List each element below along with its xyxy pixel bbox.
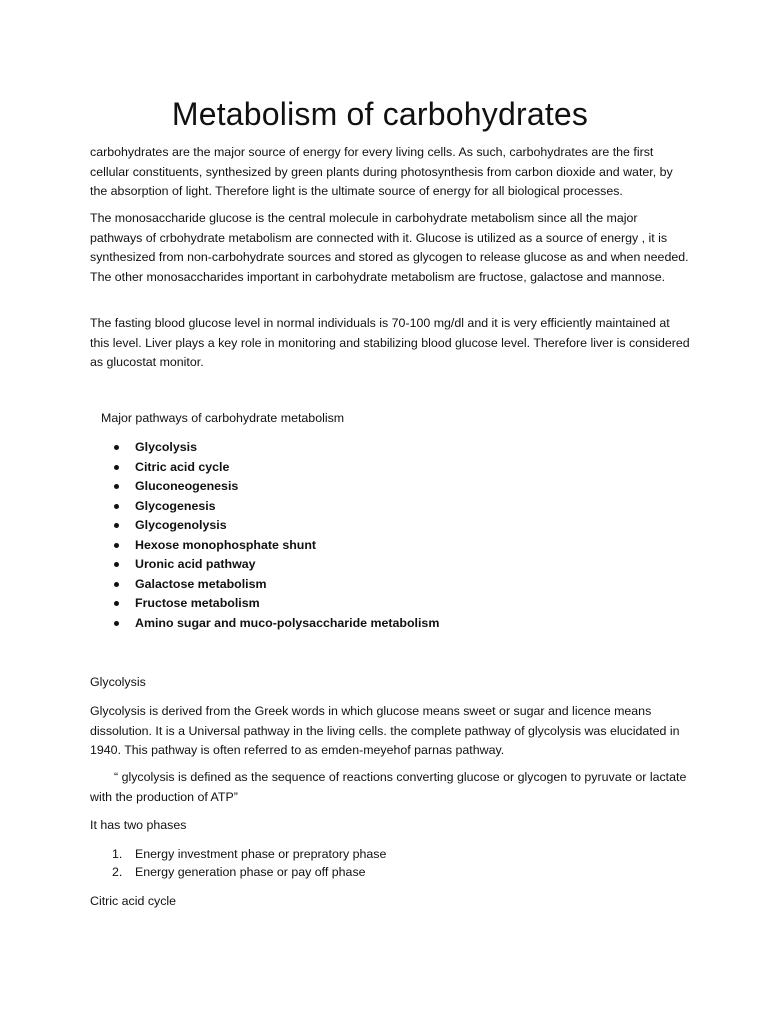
bullet-icon [114,621,119,626]
bullet-icon [114,465,119,470]
list-item-label: Galactose metabolism [135,576,267,591]
document-title: Metabolism of carbohydrates [171,96,589,132]
pathways-list [90,438,439,633]
glycolysis-definition-quote: “ glycolysis is defined as the sequence of reactions converting glucose or glycogen to pyruvate or lactate with the production of ATP” [90,770,687,804]
pathways-heading: Major pathways of carbohydrate metabolism [101,411,345,425]
list-item-label: Glycogenesis [135,498,216,513]
list-item-label: Uronic acid pathway [135,557,256,571]
bullet-icon [114,504,119,509]
list-item-label: Amino sugar and muco-polysaccharide metabolism [135,615,440,630]
glucose-paragraph: The monosaccharide glucose is the central molecule in carbohydrate metabolism since all the major pathways of crbohydrate metabolism are connected with it. Glucose is utilized as a source of energy , it is synthesized from non-carbohydrate sources and stored as glycogen to release glucose as and when needed. The other monosaccharides important in carbohydrate metabolism are fructose, galactose and mannose. [90,211,689,284]
list-item [90,497,439,517]
list-item [90,458,439,478]
glycolysis-paragraph: Glycolysis is derived from the Greek words in which glucose means sweet or sugar and licence means dissolution. It is a Universal pathway in the living cells. the complete pathway of glycolysis was elucidated in 1940. This pathway is often referred to as emden-meyehof parnas pathway. [90,704,680,757]
list-item-label: Gluconeogenesis [135,479,239,493]
list-item [90,477,439,497]
bullet-icon [114,523,119,528]
list-item [90,575,439,595]
phases-list [90,845,386,881]
list-item-label: Fructose metabolism [135,596,260,610]
list-item [90,614,439,634]
list-item-label: Energy generation phase or pay off phase [135,865,366,879]
list-item-label: Citric acid cycle [135,459,230,474]
list-number: 1. [112,847,123,861]
list-item-label: Glycolysis [135,440,197,454]
list-item-label: Energy investment phase or prepratory phase [135,847,387,861]
bullet-icon [114,582,119,587]
list-item [90,438,439,458]
list-item [90,594,439,614]
blood-glucose-paragraph: The fasting blood glucose level in normal individuals is 70-100 mg/dl and it is very efficiently maintained at this level. Liver plays a key role in monitoring and stabilizing blood glucose level. Therefore liver is considered as glucostat monitor. [90,316,690,369]
list-item [90,845,386,863]
list-item [90,536,439,556]
glycolysis-heading: Glycolysis [90,675,146,689]
bullet-icon [114,543,119,548]
bullet-icon [114,601,119,606]
list-item [90,863,386,881]
bullet-icon [114,562,119,567]
bullet-icon [114,445,119,450]
bullet-icon [114,484,119,489]
citric-acid-heading: Citric acid cycle [90,894,177,908]
list-item-label: Hexose monophosphate shunt [135,537,317,552]
intro-paragraph: carbohydrates are the major source of energy for every living cells. As such, carbohydrates are the first cellular constituents, synthesized by green plants during photosynthesis from carbon dioxide and water, by the absorption of light. Therefore light is the ultimate source of energy for all biological processes. [90,145,673,198]
list-item [90,555,439,575]
list-item [90,516,439,536]
phases-intro: It has two phases [90,818,187,832]
list-number: 2. [112,865,123,879]
list-item-label: Glycogenolysis [135,518,227,532]
